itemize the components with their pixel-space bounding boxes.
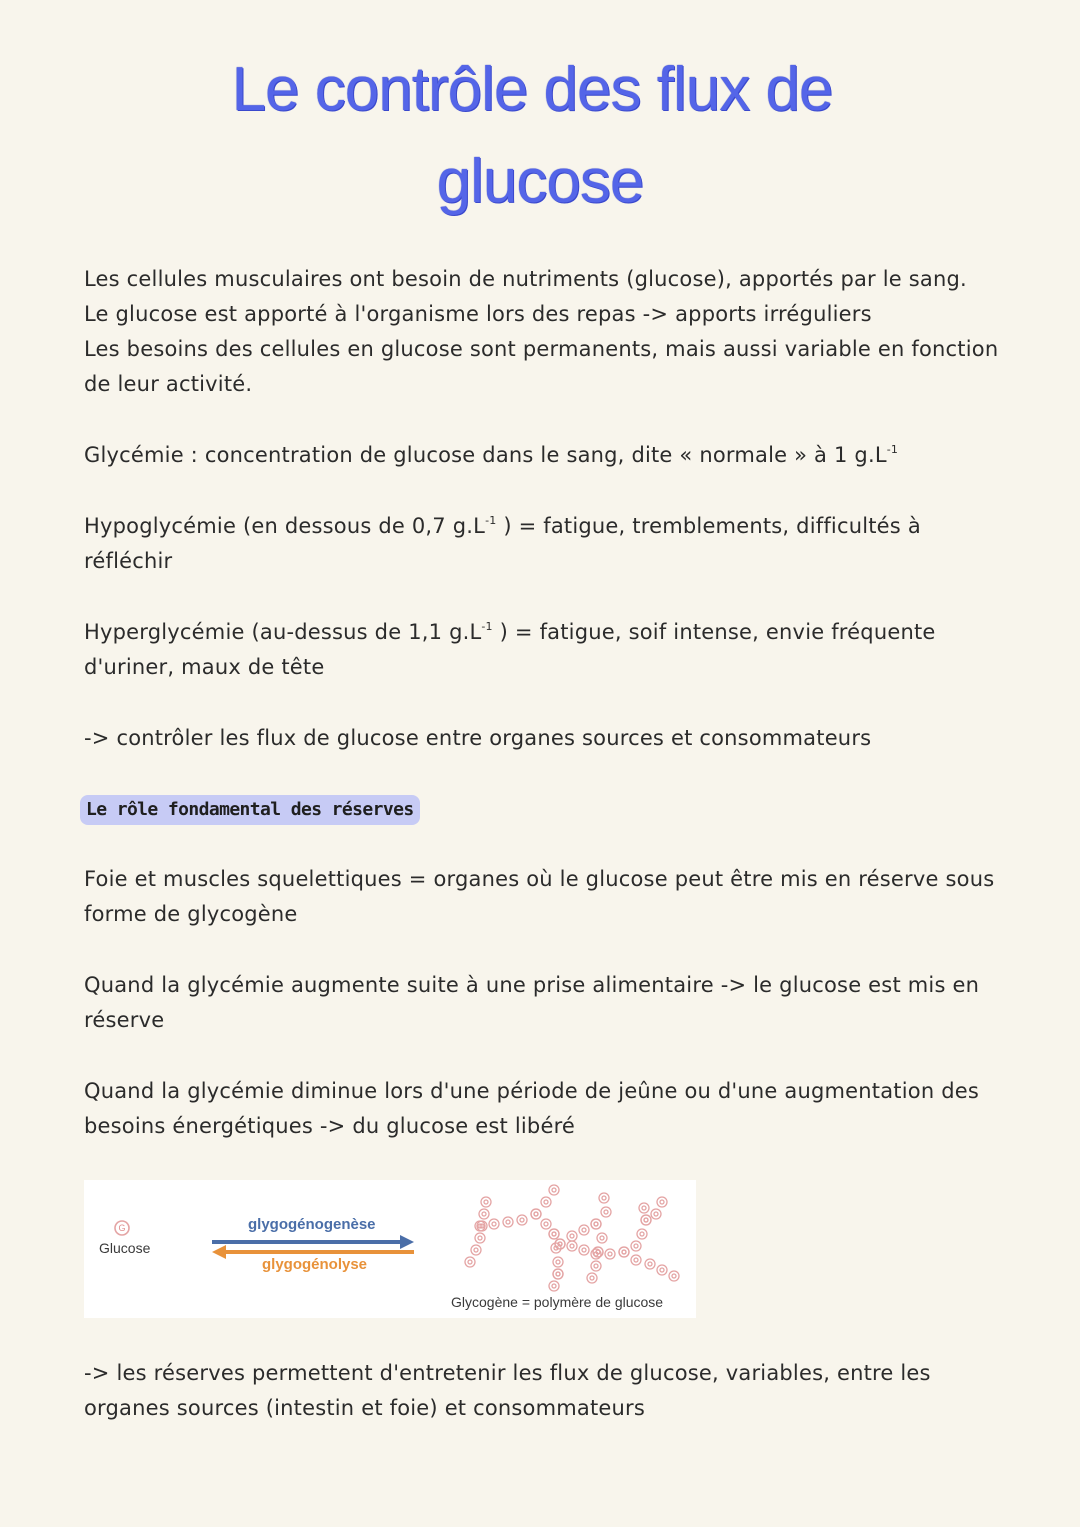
glucose-ring-icon	[465, 1257, 475, 1267]
section-heading-reserves: Le rôle fondamental des réserves	[80, 795, 420, 825]
glucose-ring-icon	[597, 1233, 607, 1243]
glucose-ring-core-icon	[582, 1228, 586, 1232]
glucose-ring-icon	[657, 1265, 667, 1275]
glucose-ring-core-icon	[552, 1232, 556, 1236]
glucose-ring-core-icon	[552, 1188, 556, 1192]
glucose-ring-core-icon	[634, 1258, 638, 1262]
glucose-ring-icon	[489, 1219, 499, 1229]
glucose-ring-core-icon	[648, 1262, 652, 1266]
glucose-ring-core-icon	[622, 1250, 626, 1254]
hyper-line-2: d'uriner, maux de tête	[84, 655, 325, 679]
glucose-ring-icon	[657, 1197, 667, 1207]
reserves-line: réserve	[84, 1008, 165, 1032]
glucose-ring-icon	[531, 1209, 541, 1219]
glucose-ring-icon	[553, 1269, 563, 1279]
glycogen-caption: Glycogène = polymère de glucose	[451, 1294, 664, 1310]
glucose-ring-icon	[481, 1197, 491, 1207]
glucose-ring-icon	[503, 1217, 513, 1227]
glucose-ring-core-icon	[608, 1252, 612, 1256]
reserves-line: besoins énergétiques -> du glucose est libéré	[84, 1114, 576, 1138]
glucose-ring-core-icon	[570, 1244, 574, 1248]
glucose-ring-core-icon	[582, 1248, 586, 1252]
glucose-symbol: G	[118, 1223, 126, 1233]
glucose-ring-icon	[555, 1239, 565, 1249]
reserves-paragraph-3	[84, 1074, 1034, 1144]
glycogen-figure	[84, 1180, 696, 1318]
glucose-ring-core-icon	[672, 1274, 676, 1278]
glucose-ring-icon	[567, 1241, 577, 1251]
glucose-ring-icon	[631, 1241, 641, 1251]
reserves-paragraph-2	[84, 968, 1034, 1038]
glucose-ring-icon	[637, 1229, 647, 1239]
glucose-ring-icon	[541, 1197, 551, 1207]
glucose-ring-core-icon	[634, 1244, 638, 1248]
glucose-ring-icon	[587, 1273, 597, 1283]
hypo-text: Hypoglycémie (en dessous de 0,7 g.L	[84, 514, 486, 538]
glucose-ring-core-icon	[660, 1268, 664, 1272]
glucose-ring-core-icon	[468, 1260, 472, 1264]
glucose-ring-core-icon	[544, 1222, 548, 1226]
glucose-ring-icon	[591, 1261, 601, 1271]
hyperglycemie-definition	[84, 615, 1034, 685]
glucose-ring-core-icon	[492, 1222, 496, 1226]
glucose-ring-core-icon	[596, 1250, 600, 1254]
glucose-ring-core-icon	[642, 1206, 646, 1210]
glucose-ring-core-icon	[594, 1264, 598, 1268]
page-title-line-2: glucose	[436, 147, 644, 216]
glucose-ring-icon	[553, 1257, 563, 1267]
glucose-ring-core-icon	[520, 1218, 524, 1222]
glucose-ring-core-icon	[602, 1196, 606, 1200]
glucose-ring-core-icon	[654, 1212, 658, 1216]
glycogenogenesis-label: glygogénogenèse	[248, 1216, 376, 1233]
glucose-ring-icon	[475, 1233, 485, 1243]
hypoglycemie-definition	[84, 509, 1034, 579]
hypo-text-end: ) = fatigue, tremblements, difficultés à	[496, 514, 921, 538]
glucose-ring-icon	[479, 1209, 489, 1219]
intro-line: Les cellules musculaires ont besoin de nutriments (glucose), apportés par le sang.	[84, 267, 967, 291]
control-statement	[84, 721, 1034, 756]
unit-exponent: -1	[485, 514, 497, 527]
glucose-ring-core-icon	[478, 1236, 482, 1240]
glucose-ring-icon	[641, 1215, 651, 1225]
glucose-ring-icon	[541, 1219, 551, 1229]
glycemie-definition	[84, 438, 1034, 473]
intro-line: Les besoins des cellules en glucose sont permanents, mais aussi variable en fonction	[84, 337, 999, 361]
glucose-ring-core-icon	[558, 1242, 562, 1246]
glucose-ring-icon	[549, 1281, 559, 1291]
glucose-ring-icon	[619, 1247, 629, 1257]
glucose-label: Glucose	[99, 1240, 151, 1256]
glucose-ring-icon	[517, 1215, 527, 1225]
glycogenolysis-label: glygogénolyse	[262, 1256, 368, 1273]
glucose-ring-core-icon	[474, 1248, 478, 1252]
glucose-ring-core-icon	[570, 1234, 574, 1238]
page-title-line-1: Le contrôle des flux de	[231, 55, 833, 124]
glucose-ring-core-icon	[600, 1236, 604, 1240]
reserves-paragraph-1	[84, 862, 1034, 932]
glucose-ring-icon	[639, 1203, 649, 1213]
glucose-ring-icon	[605, 1249, 615, 1259]
glucose-ring-core-icon	[556, 1272, 560, 1276]
glucose-ring-icon	[579, 1245, 589, 1255]
glucose-ring-core-icon	[482, 1212, 486, 1216]
control-line: -> contrôler les flux de glucose entre organes sources et consommateurs	[84, 726, 872, 750]
glucose-ring-core-icon	[534, 1212, 538, 1216]
glucose-ring-core-icon	[590, 1276, 594, 1280]
hypo-line-2: réfléchir	[84, 549, 173, 573]
glucose-ring-core-icon	[594, 1222, 598, 1226]
reserves-line: forme de glycogène	[84, 902, 298, 926]
arrow-right-icon	[212, 1235, 414, 1249]
glucose-ring-core-icon	[556, 1260, 560, 1264]
glucose-ring-icon	[645, 1259, 655, 1269]
reserves-line: Quand la glycémie diminue lors d'une période de jeûne ou d'une augmentation des	[84, 1079, 979, 1103]
hyper-text-end: ) = fatigue, soif intense, envie fréquente	[492, 620, 936, 644]
conclusion-paragraph	[84, 1356, 1034, 1426]
conclusion-line: organes sources (intestin et foie) et consommateurs	[84, 1396, 646, 1420]
unit-exponent: -1	[886, 443, 899, 456]
glucose-ring-core-icon	[552, 1284, 556, 1288]
intro-paragraph	[84, 262, 1034, 402]
conclusion-line: -> les réserves permettent d'entretenir les flux de glucose, variables, entre les	[84, 1361, 931, 1385]
glucose-ring-icon	[651, 1209, 661, 1219]
glucose-ring-icon	[471, 1245, 481, 1255]
intro-line: de leur activité.	[84, 372, 253, 396]
glycemie-text: Glycémie : concentration de glucose dans le sang, dite « normale » à 1 g.L	[84, 443, 887, 467]
glucose-ring-icon	[549, 1229, 559, 1239]
glucose-ring-icon	[549, 1185, 559, 1195]
glucose-ring-core-icon	[640, 1232, 644, 1236]
glucose-ring-icon	[669, 1271, 679, 1281]
glucose-ring-icon	[601, 1207, 611, 1217]
reserves-line: Foie et muscles squelettiques = organes où le glucose peut être mis en réserve sous	[84, 867, 995, 891]
glucose-ring-icon	[631, 1255, 641, 1265]
glucose-ring-icon	[591, 1219, 601, 1229]
glucose-ring-core-icon	[604, 1210, 608, 1214]
glucose-ring-icon	[599, 1193, 609, 1203]
glucose-ring-icon	[551, 1243, 561, 1253]
glucose-ring-core-icon	[544, 1200, 548, 1204]
intro-line: Le glucose est apporté à l'organisme lors des repas -> apports irréguliers	[84, 302, 872, 326]
hyper-text: Hyperglycémie (au-dessus de 1,1 g.L	[84, 620, 482, 644]
unit-exponent: -1	[481, 620, 493, 633]
glucose-ring-core-icon	[484, 1200, 488, 1204]
reserves-line: Quand la glycémie augmente suite à une prise alimentaire -> le glucose est mis en	[84, 973, 980, 997]
glucose-ring-core-icon	[660, 1200, 664, 1204]
glucose-ring-icon	[567, 1231, 577, 1241]
glucose-ring-core-icon	[644, 1218, 648, 1222]
glycogen-polymer-icon	[465, 1185, 679, 1291]
glucose-ring-icon	[579, 1225, 589, 1235]
glucose-ring-core-icon	[506, 1220, 510, 1224]
